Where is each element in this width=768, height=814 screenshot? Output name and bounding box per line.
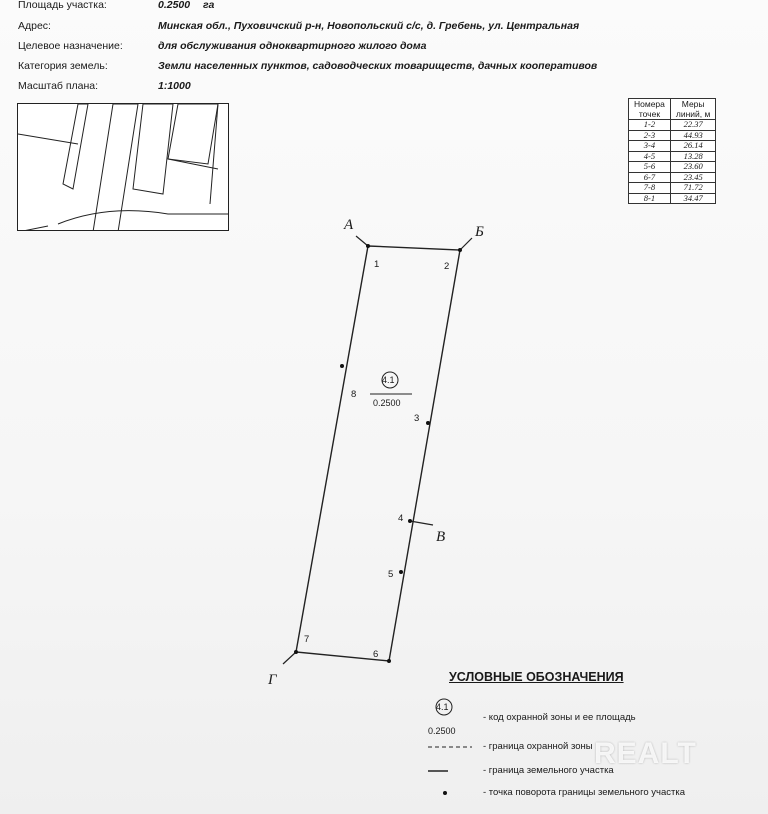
legend-item-turn-point: - точка поворота границы земельного участка [483,787,685,798]
corner-tick-g [283,652,296,664]
turn-point-6 [387,659,391,663]
area-unit: га [203,0,215,11]
corner-label-v: В [436,529,446,545]
point-label-3: 3 [414,413,420,424]
legend-zone-code: 4.1 [436,702,449,712]
legend-item-zone-boundary: - граница охранной зоны [483,741,593,752]
legend-item-plot-boundary: - граница земельного участка [483,765,614,776]
land-category-value: Земли населенных пунктов, садоводческих товариществ, дачных кооперативов [158,60,598,72]
table-row: 2-3 44.93 [629,130,716,141]
scale-label: Масштаб плана: [18,80,99,92]
turn-point-5 [399,570,403,574]
zone-code: 4.1 [382,375,395,385]
point-label-6: 6 [373,649,379,660]
plot-boundary [296,246,460,661]
legend-title: УСЛОВНЫЕ ОБОЗНАЧЕНИЯ [449,670,624,684]
point-label-1: 1 [374,259,380,270]
turn-point-2 [458,248,462,252]
point-label-8: 8 [351,389,357,400]
watermark-logo: REALT [594,737,697,770]
table-row: 3-4 26.14 [629,141,716,152]
corner-tick-a [356,236,368,246]
area-label: Площадь участка: [18,0,107,11]
legend-zone-area: 0.2500 [428,726,456,736]
turn-point-7 [294,650,298,654]
turn-point-1 [366,244,370,248]
length-header: Меры линий, м [670,99,715,120]
zone-area: 0.2500 [373,398,401,408]
table-row: 4-5 13.28 [629,151,716,162]
corner-label-a: А [344,217,354,233]
address-label: Адрес: [18,20,51,32]
turn-point-4 [408,519,412,523]
turn-point-8 [340,364,344,368]
table-row: 5-6 23.60 [629,162,716,173]
corner-label-g: Г [268,672,277,688]
point-label-4: 4 [398,513,404,524]
purpose-value: для обслуживания одноквартирного жилого дома [158,40,427,52]
scale-value: 1:1000 [158,80,191,92]
table-row: 8-1 34.47 [629,193,716,204]
corner-tick-b [460,238,472,250]
corner-label-b: Б [475,224,484,240]
purpose-label: Целевое назначение: [18,40,123,52]
table-row: 1-2 22.37 [629,120,716,131]
turn-point-3 [426,421,430,425]
point-label-7: 7 [304,634,310,645]
point-label-2: 2 [444,261,450,272]
land-category-label: Категория земель: [18,60,108,72]
table-row: 7-8 71.72 [629,183,716,194]
legend-item-zone-code: - код охранной зоны и ее площадь [483,712,636,723]
area-number: 0.2500 [158,0,191,11]
address-value: Минская обл., Пуховичский р-н, Новопольский с/с, д. Гребень, ул. Центральная [158,20,580,32]
table-row: 6-7 23.45 [629,172,716,183]
points-header: Номера точек [629,99,671,120]
point-label-5: 5 [388,569,394,580]
legend-point-dot [443,791,447,795]
